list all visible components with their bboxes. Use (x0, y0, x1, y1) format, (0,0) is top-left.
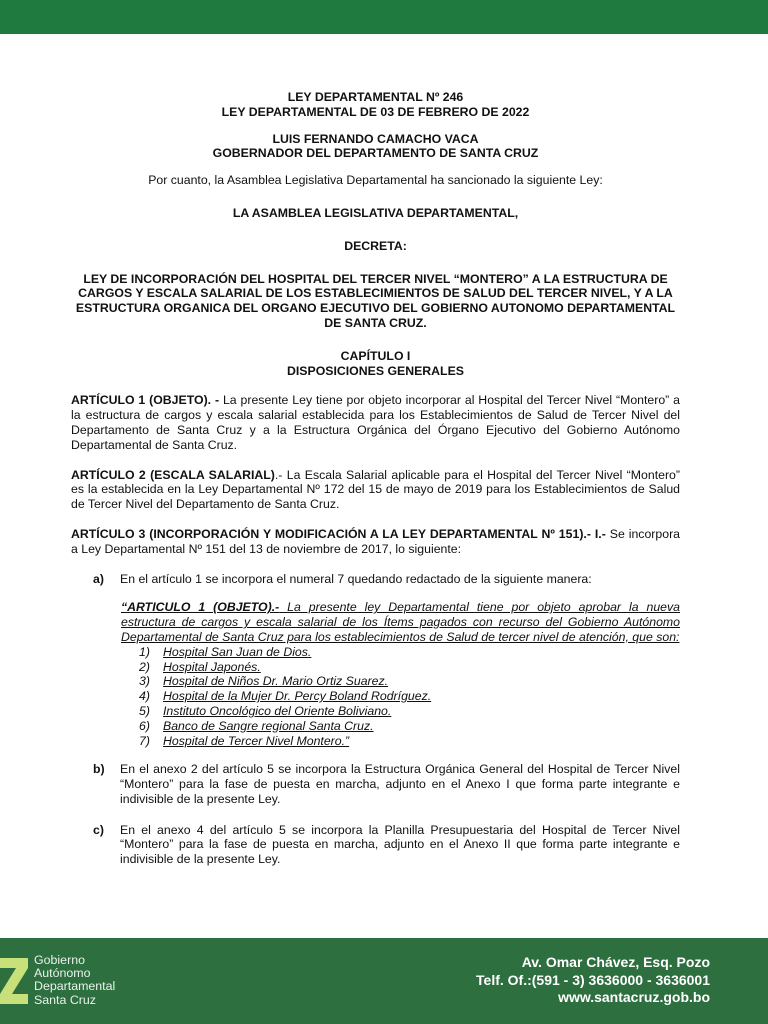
decreta-heading: DECRETA: (344, 238, 407, 253)
item-b-text: En el anexo 2 del artículo 5 se incorpora la Estructura Orgánica General del Hospital de Tercer Nivel “Montero” para la fase de puesta en marcha, adjunto en el Anexo I que forma parte integrante e indivisible de la presente Ley. (120, 762, 680, 806)
list-item (139, 719, 680, 734)
article-1-heading: ARTÍCULO 1 (OBJETO). - (71, 393, 220, 408)
website-link[interactable]: www.santacruz.gob.bo (558, 989, 710, 1005)
document-body (71, 90, 680, 867)
quoted-article-body: La presente ley Departamental tiene por objeto aprobar la nueva estructura de cargos y escala salarial de los Ítems pagados con recurso del Gobierno Autónomo Departamental de Santa Cruz para los establecimientos de Salud de tercer nivel de atención, que son: (121, 600, 680, 644)
list-item-text: Hospital de Niños Dr. Mario Ortiz Suarez. (163, 674, 389, 689)
item-c-label: c) (93, 822, 104, 837)
gobierno-logo-icon (0, 954, 30, 1006)
list-item-text: Hospital San Juan de Dios. (163, 644, 312, 659)
header-band (0, 0, 768, 34)
list-item-number: 2) (139, 659, 150, 674)
organization-name-line: Autónomo (34, 966, 91, 981)
list-item (139, 704, 680, 719)
list-item-number: 1) (139, 644, 150, 659)
list-item (139, 689, 680, 704)
organization-name-line: Departamental (34, 979, 116, 994)
list-item-number: 4) (139, 689, 150, 704)
list-item (139, 734, 680, 749)
law-number: LEY DEPARTAMENTAL Nº 246 (287, 90, 464, 104)
list-item-text: Hospital de la Mujer Dr. Percy Boland Rodríguez. (163, 689, 432, 704)
item-c (93, 823, 680, 867)
quoted-article (121, 600, 680, 748)
law-title: LEY DE INCORPORACIÓN DEL HOSPITAL DEL TERCER NIVEL “MONTERO” A LA ESTRUCTURA DE CARGOS Y ESCALA SALARIAL DE LOS ESTABLECIMIENTOS DE SALUD DEL TERCER NIVEL, Y A LA ESTRUCTURA ORGANICA DEL ORGANO EJECUTIVO DEL GOBIERNO AUTONOMO DEPARTAMENTAL DE SANTA CRUZ. (75, 271, 676, 330)
organization-name (34, 954, 115, 1007)
list-item-text: Hospital de Tercer Nivel Montero.” (163, 733, 350, 748)
article-2-heading: ARTÍCULO 2 (ESCALA SALARIAL) (71, 467, 275, 482)
hospital-list (121, 645, 680, 749)
quoted-article-heading: “ARTICULO 1 (OBJETO).- (121, 600, 280, 615)
quoted-article-text (121, 600, 680, 644)
article-3-text: Se incorpora a Ley Departamental Nº 151 del 13 de noviembre de 2017, lo siguiente: (71, 526, 680, 556)
list-item (139, 674, 680, 689)
item-b-label: b) (93, 762, 105, 777)
list-item-number: 3) (139, 674, 150, 689)
organization-name-line: Gobierno (34, 953, 85, 967)
contact-info (476, 954, 710, 1007)
article-2-text: .- La Escala Salarial aplicable para el Hospital del Tercer Nivel “Montero” es la establecida en la Ley Departamental Nº 172 del 15 de mayo de 2019 para los Establecimientos de Salud de Tercer Nivel del Departamento de Santa Cruz. (71, 467, 680, 512)
governor-name: LUIS FERNANDO CAMACHO VACA (272, 131, 479, 146)
list-item (139, 645, 680, 660)
list-item-text: Hospital Japonés. (163, 659, 261, 674)
chapter-number: CAPÍTULO I (340, 348, 411, 363)
incorporation-items (93, 572, 680, 868)
list-item-number: 6) (139, 718, 150, 733)
list-item (139, 660, 680, 675)
assembly-heading: LA ASAMBLEA LEGISLATIVA DEPARTAMENTAL, (232, 205, 519, 220)
organization-name-line: Santa Cruz (34, 992, 96, 1007)
list-item-text: Banco de Sangre regional Santa Cruz. (163, 718, 374, 733)
address: Av. Omar Chávez, Esq. Pozo (521, 954, 710, 970)
article-1-text: La presente Ley tiene por objeto incorporar al Hospital del Tercer Nivel “Montero” a la estructura de cargos y escala salarial establecida para los Establecimientos de Salud de Tercer Nivel del Departamento de Santa Cruz y a la Estructura Orgánica del Órgano Ejecutivo del Gobierno Autónomo Departamental de Santa Cruz. (71, 393, 681, 452)
chapter-name: DISPOSICIONES GENERALES (287, 363, 464, 378)
item-c-text: En el anexo 4 del artículo 5 se incorpora la Planilla Presupuestaria del Hospital de Tercer Nivel “Montero” para la fase de puesta en marcha, adjunto en el Anexo II que forma parte integrante e indivisible de la presente Ley. (120, 822, 680, 867)
article-2 (71, 468, 680, 512)
item-a-text: En el artículo 1 se incorpora el numeral 7 quedando redactado de la siguiente manera: (120, 571, 592, 586)
item-a (93, 572, 680, 587)
footer (0, 938, 768, 1024)
list-item-text: Instituto Oncológico del Oriente Boliviano. (163, 703, 392, 718)
preamble: Por cuanto, la Asamblea Legislativa Departamental ha sancionado la siguiente Ley: (148, 173, 603, 188)
list-item-number: 5) (139, 703, 150, 718)
law-date: LEY DEPARTAMENTAL DE 03 DE FEBRERO DE 2022 (221, 104, 530, 119)
article-3 (71, 527, 680, 557)
item-b (93, 762, 680, 806)
list-item-number: 7) (139, 733, 150, 748)
article-1 (71, 393, 680, 452)
governor-title: GOBERNADOR DEL DEPARTAMENTO DE SANTA CRUZ (212, 146, 539, 161)
phone: Telf. Of.:(591 - 3) 3636000 - 3636001 (476, 971, 710, 988)
article-3-heading: ARTÍCULO 3 (INCORPORACIÓN Y MODIFICACIÓN A LA LEY DEPARTAMENTAL Nº 151).- I.- (71, 526, 606, 541)
item-a-label: a) (93, 571, 104, 586)
